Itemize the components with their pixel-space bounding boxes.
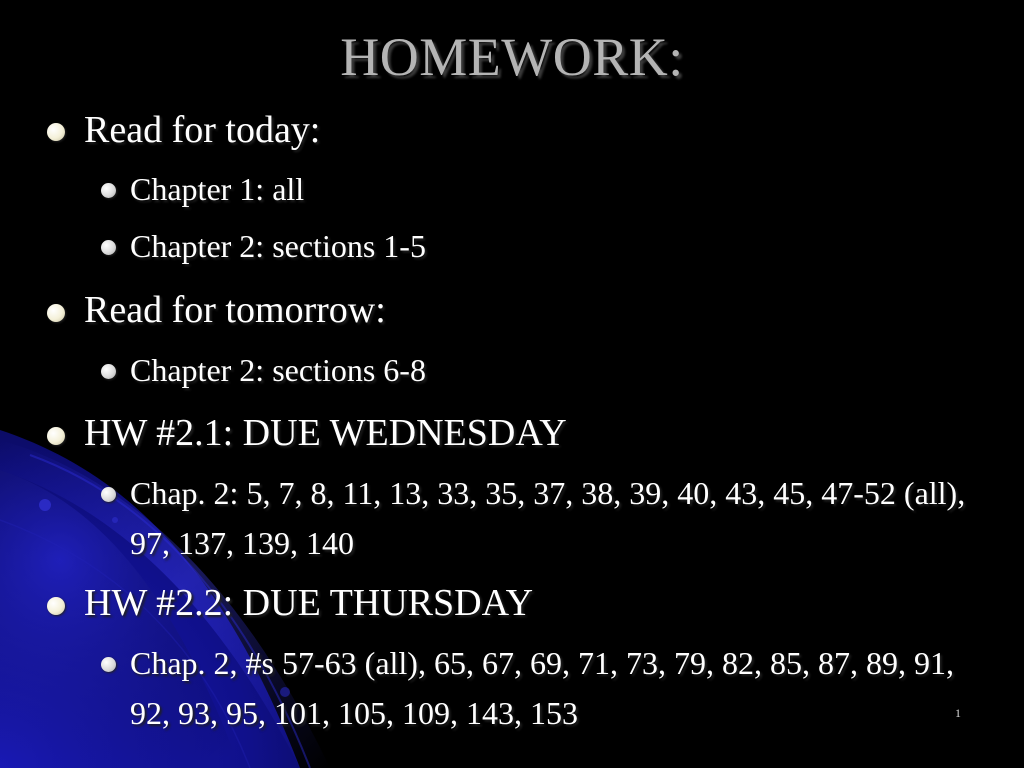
sub-bullet-icon (101, 364, 116, 379)
bullet-icon (47, 123, 65, 141)
bullet-icon (47, 427, 65, 445)
slide-number: 1 (955, 706, 961, 720)
sub-bullet-icon (101, 657, 116, 672)
bullet-item: Read for today: (84, 109, 321, 151)
slide-title: HOMEWORK: (340, 27, 684, 87)
bullet-item: HW #2.2: DUE THURSDAY (84, 582, 534, 624)
sub-bullet-item: Chap. 2: 5, 7, 8, 11, 13, 33, 35, 37, 38, 39, 40, 43, 45, 47-52 (all), 97, 137, 139, 140 (130, 475, 966, 561)
bullet-icon (47, 304, 65, 322)
sub-bullet-icon (101, 240, 116, 255)
bullet-item: HW #2.1: DUE WEDNESDAY (84, 412, 567, 454)
sub-bullet-item: Chap. 2, #s 57-63 (all), 65, 67, 69, 71, 73, 79, 82, 85, 87, 89, 91, 92, 93, 95, 101, 105, 109, 143, 153 (130, 645, 954, 731)
bullet-icon (47, 597, 65, 615)
bullet-item: Read for tomorrow: (84, 289, 386, 331)
sub-bullet-item: Chapter 2: sections 6-8 (130, 352, 426, 388)
sub-bullet-icon (101, 183, 116, 198)
sub-bullet-icon (101, 487, 116, 502)
sub-bullet-item: Chapter 1: all (130, 171, 305, 207)
sub-bullet-item: Chapter 2: sections 1-5 (130, 228, 426, 264)
